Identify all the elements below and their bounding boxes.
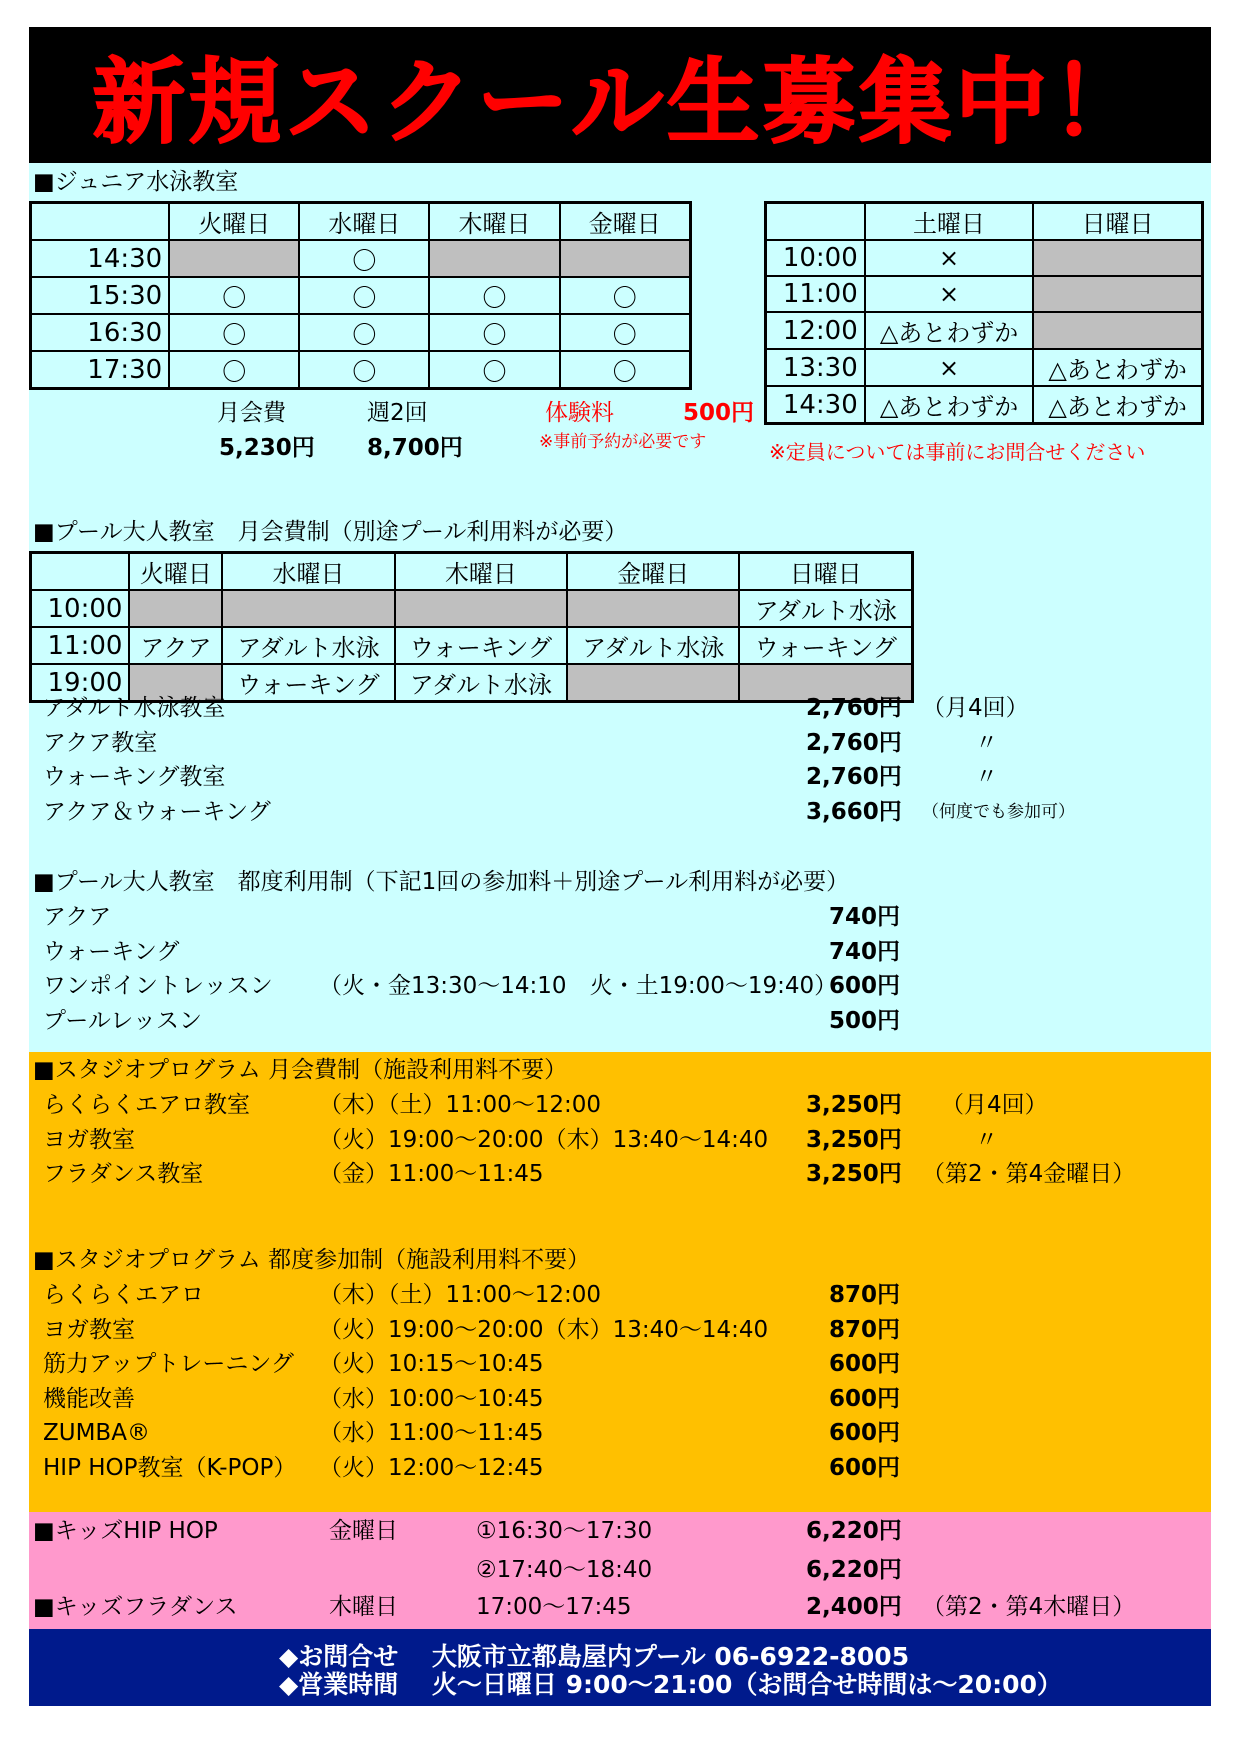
fee-price: 500円 <box>829 1007 901 1034</box>
schedule-cell: 〇 <box>169 277 299 314</box>
fee-name: アクア＆ウォーキング <box>43 798 271 825</box>
fee-note: （月4回） <box>922 695 1029 721</box>
day-header: 金曜日 <box>567 553 739 591</box>
schedule-cell: 〇 <box>299 351 429 389</box>
fee-name: らくらくエアロ教室 <box>43 1092 250 1118</box>
kids-hiphop-slot2: ②17:40～18:40 <box>476 1557 653 1583</box>
time-cell: 15:30 <box>31 277 170 314</box>
trial-note: ※事前予約が必要です <box>539 432 707 452</box>
schedule-cell: アダルト水泳 <box>567 627 739 664</box>
schedule-cell: 〇 <box>429 351 559 389</box>
kids-hula-note: （第2・第4木曜日） <box>922 1594 1136 1620</box>
footer-hours: ◆営業時間 火～日曜日 9:00～21:00（お問合せ時間は～20:00） <box>279 1670 1062 1699</box>
schedule-cell: 〇 <box>560 277 691 314</box>
fee-price: 600円 <box>829 1420 901 1446</box>
schedule-cell: 〇 <box>299 314 429 351</box>
fee-price: 870円 <box>829 1282 901 1308</box>
junior-weekday-header-row <box>31 203 691 241</box>
fee-price: 600円 <box>829 1385 901 1412</box>
fee-time: （水）11:00～11:45 <box>319 1420 544 1446</box>
fee-name: アダルト水泳教室 <box>43 695 226 721</box>
schedule-cell: △あとわずか <box>865 386 1034 424</box>
schedule-cell: アクア <box>129 627 222 664</box>
schedule-cell <box>1033 276 1202 312</box>
kids-hula-price: 2,400円 <box>806 1594 902 1620</box>
kids-section <box>29 1512 1211 1629</box>
fee-name: ヨガ教室 <box>43 1316 135 1343</box>
fee-time: （木）（土）11:00～12:00 <box>319 1282 602 1308</box>
adult-payg-header: ■プール大人教室 都度利用制（下記1回の参加料＋別途プール利用料が必要） <box>33 869 850 895</box>
fee-time: （金）11:00～11:45 <box>319 1161 544 1187</box>
day-header: 日曜日 <box>1033 203 1202 241</box>
junior-weekend-header-row <box>766 203 1203 241</box>
schedule-cell: △あとわずか <box>1033 349 1202 386</box>
schedule-cell: 〇 <box>429 277 559 314</box>
fee-price: 3,250円 <box>806 1161 902 1187</box>
schedule-cell <box>222 590 394 627</box>
fee-name: ウォーキング教室 <box>43 764 226 790</box>
trial-value: 500円 <box>683 400 755 426</box>
junior-weekday-row <box>31 240 691 277</box>
fee-note: 〃 <box>975 729 998 756</box>
fee-name: 筋力アップトレーニング <box>43 1351 294 1377</box>
fee-note: （何度でも参加可） <box>922 801 1075 822</box>
kids-hiphop-day: 金曜日 <box>329 1518 398 1544</box>
time-cell: 14:30 <box>766 386 865 424</box>
time-cell: 10:00 <box>31 590 130 627</box>
day-header: 金曜日 <box>560 203 691 241</box>
schedule-cell <box>1033 312 1202 349</box>
fee-note: （月4回） <box>941 1092 1048 1118</box>
time-cell: 11:00 <box>766 276 865 312</box>
schedule-cell: アダルト水泳 <box>739 590 912 627</box>
adult-row <box>31 627 913 664</box>
fee-price: 740円 <box>829 904 901 930</box>
fee-price: 600円 <box>829 1454 901 1481</box>
schedule-cell <box>395 590 567 627</box>
day-header: 火曜日 <box>169 203 299 241</box>
kids-hiphop-header: ■キッズHIP HOP <box>33 1518 218 1544</box>
title-bar <box>29 27 1211 163</box>
studio-payg-header: ■スタジオプログラム 都度参加制（施設利用料不要） <box>33 1247 591 1273</box>
fee-time: （火）12:00～12:45 <box>319 1454 544 1481</box>
adult-monthly-header: ■プール大人教室 月会費制（別途プール利用料が必要） <box>33 519 628 545</box>
time-cell: 12:00 <box>766 312 865 349</box>
fee-price: 2,760円 <box>806 729 902 756</box>
junior-weekday-row <box>31 277 691 314</box>
fee-name: アクア教室 <box>43 729 158 756</box>
fee-name: HIP HOP教室（K-POP） <box>43 1454 297 1481</box>
schedule-cell: ウォーキング <box>739 627 912 664</box>
schedule-cell: アダルト水泳 <box>395 664 567 702</box>
time-cell: 16:30 <box>31 314 170 351</box>
day-header: 日曜日 <box>739 553 912 591</box>
junior-weekday-row <box>31 314 691 351</box>
fee-time: （木）（土）11:00～12:00 <box>319 1092 602 1118</box>
fee-name: らくらくエアロ <box>43 1282 204 1308</box>
fee-price: 2,760円 <box>806 764 902 790</box>
fee-detail: （火・金13:30～14:10 火・土19:00～19:40） <box>319 973 838 999</box>
junior-weekend-row <box>766 276 1203 312</box>
fee-value-twice: 8,700円 <box>367 435 463 461</box>
capacity-note: ※定員については事前にお問合せください <box>769 440 1146 464</box>
schedule-cell: 〇 <box>169 351 299 389</box>
fee-note: （第2・第4金曜日） <box>922 1161 1136 1187</box>
junior-weekday-table <box>29 201 692 390</box>
schedule-cell <box>567 590 739 627</box>
corner-cell <box>31 203 170 241</box>
kids-hiphop-slot1: ①16:30～17:30 <box>476 1518 653 1544</box>
day-header: 木曜日 <box>395 553 567 591</box>
studio-section <box>29 1052 1211 1512</box>
studio-monthly-header: ■スタジオプログラム 月会費制（施設利用料不要） <box>33 1057 568 1083</box>
fee-price: 870円 <box>829 1316 901 1343</box>
junior-weekend-row <box>766 240 1203 276</box>
schedule-cell: 〇 <box>560 351 691 389</box>
fee-price: 3,250円 <box>806 1092 902 1118</box>
fee-price: 2,760円 <box>806 695 902 721</box>
fee-name: フラダンス教室 <box>43 1161 204 1187</box>
page-title: 新規スクール生募集中！ <box>92 49 1148 156</box>
flyer <box>29 27 1211 1706</box>
fee-time: （火）10:15～10:45 <box>319 1351 544 1377</box>
time-cell: 14:30 <box>31 240 170 277</box>
schedule-cell <box>567 664 739 702</box>
junior-weekday-row <box>31 351 691 389</box>
fee-name: 機能改善 <box>43 1385 135 1412</box>
junior-weekend-row <box>766 349 1203 386</box>
schedule-cell: 〇 <box>299 277 429 314</box>
fee-price: 3,250円 <box>806 1126 902 1153</box>
schedule-cell: 〇 <box>560 314 691 351</box>
fee-price: 3,660円 <box>806 798 902 825</box>
swimming-section <box>29 163 1211 1052</box>
time-cell: 10:00 <box>766 240 865 276</box>
fee-price: 740円 <box>829 938 901 965</box>
schedule-cell: × <box>865 349 1034 386</box>
schedule-cell: 〇 <box>169 314 299 351</box>
fee-name: プールレッスン <box>43 1007 203 1034</box>
corner-cell <box>766 203 865 241</box>
adult-row <box>31 590 913 627</box>
kids-hula-day: 木曜日 <box>329 1594 398 1620</box>
fee-note: 〃 <box>975 1126 998 1153</box>
day-header: 土曜日 <box>865 203 1034 241</box>
fee-time: （水）10:00～10:45 <box>319 1385 544 1412</box>
kids-hula-header: ■キッズフラダンス <box>33 1594 238 1620</box>
fee-price: 600円 <box>829 1351 901 1377</box>
fee-time: （火）19:00～20:00（木）13:40～14:40 <box>319 1316 769 1343</box>
day-header: 水曜日 <box>222 553 394 591</box>
trial-label: 体験料 <box>545 400 614 426</box>
fee-name: ワンポイントレッスン <box>43 973 273 999</box>
fee-name: ZUMBA® <box>43 1420 150 1446</box>
time-cell: 17:30 <box>31 351 170 389</box>
fee-label-monthly: 月会費 <box>217 400 286 426</box>
day-header: 木曜日 <box>429 203 559 241</box>
junior-weekend-row <box>766 312 1203 349</box>
schedule-cell: 〇 <box>299 240 429 277</box>
fee-name: ウォーキング <box>43 938 180 965</box>
time-cell: 13:30 <box>766 349 865 386</box>
kids-hiphop-price1: 6,220円 <box>806 1518 902 1544</box>
time-cell: 11:00 <box>31 627 130 664</box>
schedule-cell <box>560 240 691 277</box>
fee-price: 600円 <box>829 973 901 999</box>
schedule-cell: × <box>865 240 1034 276</box>
footer-contact: ◆お問合せ 大阪市立都島屋内プール 06-6922-8005 <box>279 1642 910 1671</box>
fee-name: アクア <box>43 904 112 930</box>
adult-schedule-table <box>29 551 914 703</box>
junior-weekend-table <box>764 201 1204 425</box>
kids-hiphop-price2: 6,220円 <box>806 1557 902 1583</box>
time-cell: 19:00 <box>31 664 130 702</box>
schedule-cell <box>429 240 559 277</box>
fee-value-monthly: 5,230円 <box>219 435 315 461</box>
fee-label-twice: 週2回 <box>367 400 428 426</box>
fee-time: （火）19:00～20:00（木）13:40～14:40 <box>319 1126 769 1153</box>
corner-cell <box>31 553 130 591</box>
day-header: 火曜日 <box>129 553 222 591</box>
junior-header: ■ジュニア水泳教室 <box>33 169 239 195</box>
schedule-cell: 〇 <box>429 314 559 351</box>
schedule-cell <box>169 240 299 277</box>
schedule-cell: ウォーキング <box>395 627 567 664</box>
schedule-cell: × <box>865 276 1034 312</box>
schedule-cell <box>129 590 222 627</box>
schedule-cell: アダルト水泳 <box>222 627 394 664</box>
schedule-cell <box>1033 240 1202 276</box>
day-header: 水曜日 <box>299 203 429 241</box>
junior-weekend-row <box>766 386 1203 424</box>
schedule-cell: △あとわずか <box>865 312 1034 349</box>
fee-note: 〃 <box>975 764 998 790</box>
schedule-cell: ウォーキング <box>222 664 394 702</box>
schedule-cell: △あとわずか <box>1033 386 1202 424</box>
kids-hula-time: 17:00～17:45 <box>476 1594 632 1620</box>
adult-header-row <box>31 553 913 591</box>
footer <box>29 1629 1211 1706</box>
fee-name: ヨガ教室 <box>43 1126 135 1153</box>
